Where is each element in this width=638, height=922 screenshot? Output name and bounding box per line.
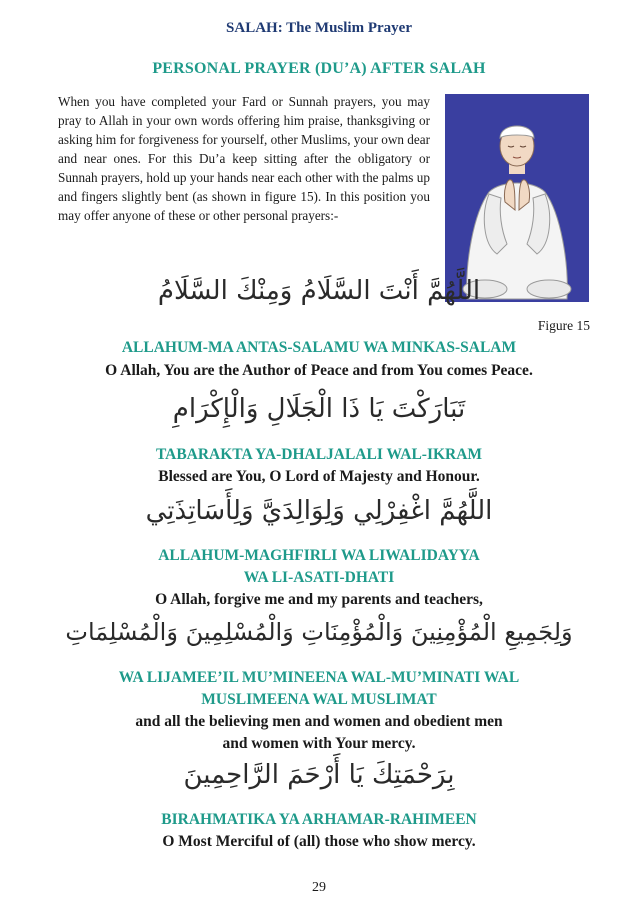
praying-person-illustration bbox=[445, 94, 589, 302]
page-number: 29 bbox=[312, 880, 326, 895]
arabic-text: تَبَارَكْتَ يَا ذَا الْجَلَالِ وَالْإِكْرَامِ bbox=[172, 394, 466, 424]
transliteration: WA LIJAMEE’IL MU’MINEENA WAL-MU’MINATI WAL bbox=[118, 669, 520, 686]
arabic-text: بِرَحْمَتِكَ يَا أَرْحَمَ الرَّاحِمِينَ bbox=[183, 760, 455, 790]
running-title: SALAH: The Muslim Prayer bbox=[226, 20, 412, 36]
transliteration: ALLAHUM-MAGHFIRLI WA LIWALIDAYYA bbox=[158, 547, 480, 564]
translation: Blessed are You, O Lord of Majesty and Honour. bbox=[158, 468, 480, 485]
transliteration: WA LI-ASATI-DHATI bbox=[243, 569, 395, 586]
transliteration: BIRAHMATIKA YA ARHAMAR-RAHIMEEN bbox=[161, 811, 477, 828]
transliteration: ALLAHUM-MA ANTAS-SALAMU WA MINKAS-SALAM bbox=[121, 339, 517, 356]
arabic-text: اللَّهُمَّ أَنْتَ السَّلَامُ وَمِنْكَ السَّلَامُ bbox=[157, 276, 481, 306]
translation: and women with Your mercy. bbox=[222, 735, 416, 752]
translation: and all the believing men and women and obedient men bbox=[135, 713, 503, 730]
translation: O Allah, You are the Author of Peace and from You comes Peace. bbox=[105, 362, 533, 379]
section-title: PERSONAL PRAYER (DU’A) AFTER SALAH bbox=[152, 60, 486, 77]
arabic-text: وَلِجَمِيعِ الْمُؤْمِنِينَ وَالْمُؤْمِنَاتِ وَالْمُسْلِمِينَ وَالْمُسْلِمَاتِ bbox=[65, 618, 573, 646]
transliteration: TABARAKTA YA-DHALJALALI WAL-IKRAM bbox=[155, 446, 483, 463]
figure-caption: Figure 15 bbox=[537, 318, 590, 333]
translation: O Allah, forgive me and my parents and teachers, bbox=[155, 591, 483, 608]
translation: O Most Merciful of (all) those who show mercy. bbox=[162, 833, 476, 850]
intro-paragraph: When you have completed your Fard or Sunnah prayers, you may pray to Allah in your own words offering him praise, thanksgiving or asking him for forgiveness for yourself, other Muslims, your own dear and near ones. For this Du’a keep sitting after the obligatory or Sunnah prayers, hold up your hands near each other with the palms up and fingers slightly bent (as shown in figure 15). In this position you may offer anyone of these or other personal prayers:- bbox=[58, 94, 430, 223]
transliteration: MUSLIMEENA WAL MUSLIMAT bbox=[201, 691, 437, 708]
arabic-text: اللَّهُمَّ اغْفِرْلِي وَلِوَالِدَيَّ وَلِأَسَاتِذَتِي bbox=[145, 496, 493, 526]
figure-praying-person bbox=[445, 94, 589, 302]
